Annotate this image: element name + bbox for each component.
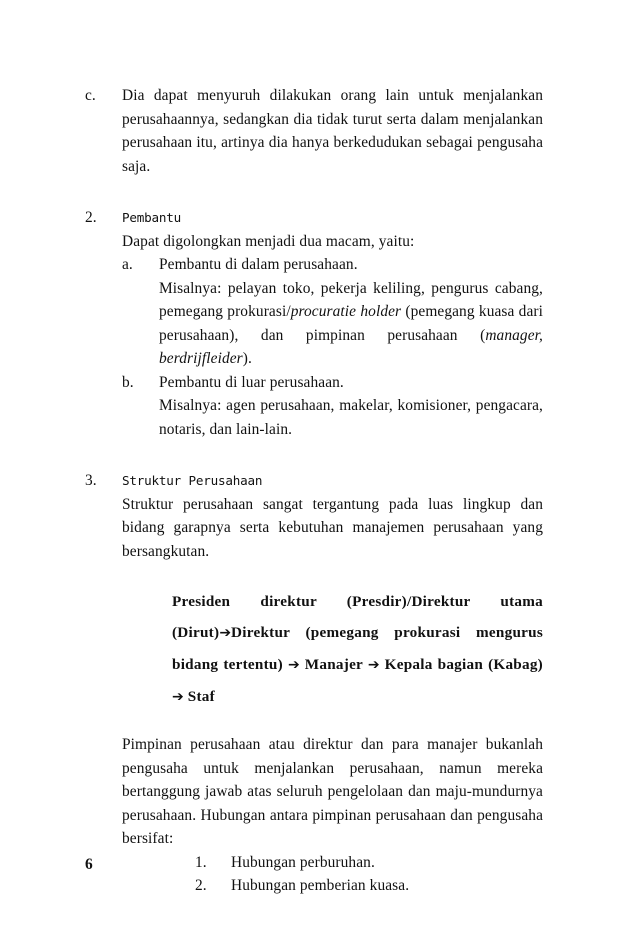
- list-marker-closing-1: 1.: [195, 853, 207, 871]
- list-content-closing-1: [231, 851, 543, 875]
- paragraph-pembantu-intro: Dapat digolongkan menjadi dua macam, yaitu:: [122, 232, 415, 250]
- paragraph-struktur-intro: Struktur perusahaan sangat tergantung pada luas lingkup dan bidang garapnya serta kebutuhan manajemen perusahaan yang bersangkutan.: [122, 495, 543, 560]
- list-marker-2b: b.: [122, 373, 134, 391]
- list-content-3: [122, 469, 543, 563]
- list-marker-2a: a.: [122, 256, 133, 273]
- spacer: [85, 713, 543, 733]
- list-item-2: [85, 206, 543, 441]
- list-content-2: [122, 206, 543, 441]
- paragraph-2a-line1: Pembantu di dalam perusahaan.: [159, 256, 358, 273]
- arrow-right-icon-2: ➔: [287, 657, 300, 673]
- italic-manager-berdrijfleider: manager, berdrijfleider: [159, 326, 543, 367]
- paragraph-closing: Pimpinan perusahaan atau direktur dan para manajer bukanlah pengusaha untuk menjalankan perusahaan, namun mereka bertanggung jawab atas seluruh pengelolaan dan maju-mundurnya perusahaan. Hubungan antara pimpinan perusahaan dan pengusaha bersifat:: [122, 736, 543, 847]
- list-item-c: [85, 84, 543, 178]
- list-content-closing-2: [231, 874, 543, 898]
- paragraph-2b-line1: Pembantu di luar perusahaan.: [159, 373, 344, 391]
- list-item-3: [85, 469, 543, 563]
- paragraph-closing-2: Hubungan pemberian kuasa.: [231, 877, 410, 894]
- structure-segment-5: Staf: [183, 688, 215, 705]
- spacer: [85, 178, 543, 206]
- list-marker-closing-2: 2.: [195, 877, 207, 894]
- text-fragment: Misalnya: pelayan toko, pekerja keliling, pengurus cabang, pemegang prokurasi/: [159, 279, 543, 320]
- closing-sublist: [195, 851, 543, 898]
- arrow-right-icon-4: ➔: [172, 689, 184, 705]
- list-item: [195, 874, 543, 898]
- structure-chain-block: [172, 586, 543, 713]
- list-content-c: [122, 84, 543, 178]
- text-fragment: ).: [242, 350, 252, 367]
- text-fragment: (pemegang kuasa dari perusahaan), dan pimpinan perusahaan (: [159, 303, 544, 344]
- subheading-pembantu: Pembantu: [122, 210, 182, 225]
- structure-segment-4: Kepala bagian (Kabag): [379, 656, 543, 673]
- subheading-struktur-perusahaan: Struktur Perusahaan: [122, 473, 263, 488]
- paragraph-closing-1: Hubungan perburuhan.: [231, 853, 375, 871]
- paragraph-2b-line2: Misalnya: agen perusahaan, makelar, komisioner, pengacara, notaris, dan lain-lain.: [159, 397, 543, 438]
- italic-procuratie-holder: procuratie holder: [290, 303, 402, 320]
- structure-segment-3: Manajer: [299, 656, 368, 673]
- list-item: [195, 851, 543, 875]
- arrow-right-icon-3: ➔: [367, 657, 380, 673]
- list-marker-3: 3.: [85, 472, 97, 489]
- closing-block: [122, 733, 543, 898]
- structure-segment-1: Presiden direktur (Presdir)/Direktur utama (Dirut): [172, 593, 543, 641]
- document-body: [85, 84, 543, 898]
- paragraph-2a-line2: [159, 277, 543, 371]
- list-item-2a: [122, 253, 543, 371]
- list-marker-2: 2.: [85, 209, 97, 226]
- spacer: [85, 563, 543, 586]
- spacer: [85, 441, 543, 469]
- list-content-2b: [159, 371, 543, 442]
- list-item-2b: [122, 371, 543, 442]
- list-content-2a: [159, 253, 543, 371]
- page-number: 6: [85, 856, 93, 873]
- structure-segment-2: Direktur (pemegang prokurasi mengurus bidang tertentu): [172, 624, 543, 673]
- paragraph-item-c: Dia dapat menyuruh dilakukan orang lain untuk menjalankan perusahaannya, sedangkan dia tidak turut serta dalam menjalankan perusahaan itu, artinya dia hanya berkedudukan sebagai pengusaha saja.: [122, 87, 543, 175]
- arrow-right-icon-1: ➔: [219, 625, 232, 641]
- list-marker-c: c.: [85, 87, 96, 104]
